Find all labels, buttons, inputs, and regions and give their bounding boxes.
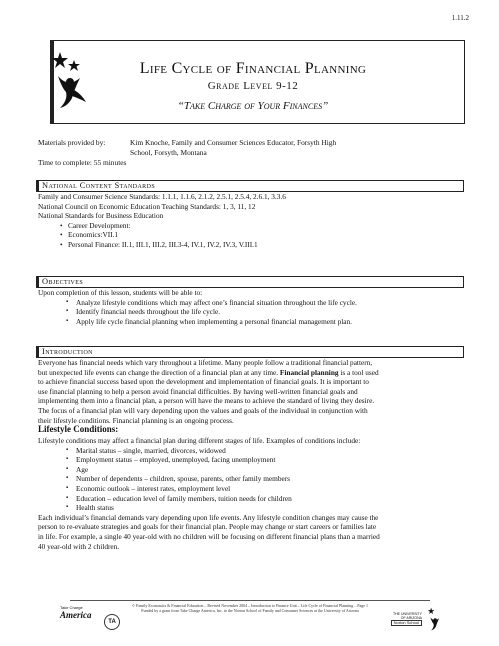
intro-line: The focus of a financial plan will vary depending upon the values and goals of the individual in conjunction with xyxy=(38,405,368,415)
intro-line: implementing them into a financial plan, a person will have the means to achieve the standard of living they desire. xyxy=(38,396,375,406)
time-to-complete: Time to complete: 55 minutes xyxy=(38,158,127,167)
intro-line: use financial planning to help a person avoid financial difficulties. By having well-written financial goals and xyxy=(38,386,358,396)
lifestyle-heading: Lifestyle Conditions: xyxy=(38,424,119,434)
standards-heading: National Content Standards xyxy=(36,180,464,192)
lifestyle-item: ▪ Marital status – single, married, divorces, widowed xyxy=(66,446,464,456)
objective-item: ▪ Apply life cycle financial planning when implementing a personal financial management plan. xyxy=(66,317,464,327)
lifestyle-item: ▪ Education – education level of family members, tuition needs for children xyxy=(66,494,464,504)
lifestyle-block xyxy=(38,436,464,551)
grade-level: Grade Level 9-12 xyxy=(207,80,299,92)
lifestyle-intro: Lifestyle conditions may affect a financial plan during different stages of life. Examples of conditions include: xyxy=(38,436,361,445)
objectives-block xyxy=(38,288,464,326)
materials-line2: School, Forsyth, Montana xyxy=(130,148,207,157)
tca-big-text: America xyxy=(60,610,92,620)
objectives-heading: Objectives xyxy=(36,276,464,288)
lifestyle-closing: 40 year-old with 2 children. xyxy=(38,541,120,551)
introduction-heading: Introduction xyxy=(36,346,464,358)
financial-planning-term: Financial planning xyxy=(279,367,339,377)
ta-logo-icon: TA xyxy=(104,614,120,630)
footer-copyright: © Family Economics & Financial Education – Revised November 2004 – Introduction to Finance Unit – Life Cycle of Financial Planning – Page 1 xyxy=(132,603,368,608)
objectives-intro: Upon completion of this lesson, students will be able to: xyxy=(38,288,203,297)
footer-divider xyxy=(70,600,430,601)
intro-line-tail: is a tool used xyxy=(338,367,379,377)
slogan: “Take Charge of Your Finances” xyxy=(177,100,329,112)
footer-funding: Funded by a grant from Take Charge America, Inc. to the Norton School of Family and Consumer Sciences at the University of Arizona xyxy=(141,608,359,613)
lifestyle-closing: person to re-evaluate strategies and goals for their financial plan. People may change or start careers or families late xyxy=(38,522,377,532)
lifestyle-item: ▪ Age xyxy=(66,465,464,475)
intro-line: Everyone has financial needs which vary throughout a lifetime. Many people follow a traditional financial pattern, xyxy=(38,358,373,367)
norton-school-box: Norton School xyxy=(391,620,422,626)
intro-line: their lifestyle conditions. Financial planning is an ongoing process. xyxy=(38,415,234,425)
lifestyle-closing: in life. For example, a single 40 year-old with no children will be focusing on different financial plans than a married xyxy=(38,531,380,541)
standards-bullet: • Career Development: xyxy=(60,221,464,231)
take-charge-america-logo xyxy=(60,606,92,620)
footer xyxy=(100,603,400,613)
materials-line1: Kim Knoche, Family and Consumer Sciences Educator, Forsyth High xyxy=(130,138,337,147)
standards-line: Family and Consumer Science Standards: 1.1.1, 1.1.6, 2.1.2, 2.5.1, 2.5.4, 2.6.1, 3.3.6 xyxy=(38,192,286,201)
standards-line: National Council on Economic Education Teaching Standards: 1, 3, 11, 12 xyxy=(38,201,256,211)
introduction-block xyxy=(38,358,464,425)
objective-item: ▪ Analyze lifestyle conditions which may affect one’s financial situation throughout the life cycle. xyxy=(66,298,464,308)
lifestyle-closing: Each individual’s financial demands vary depending upon life events. Any lifestyle condition changes may cause the xyxy=(38,512,379,522)
tca-small-text: Take Charge xyxy=(60,605,83,610)
page-number: 1.11.2 xyxy=(451,14,469,22)
standards-bullet: • Economics:VII.1 xyxy=(60,230,464,240)
intro-line: but unexpected life events can change the direction of a financial plan at any time. xyxy=(38,367,279,377)
lifestyle-item: ▪ Economic outlook – interest rates, employment level xyxy=(66,484,464,494)
objective-item: ▪ Identify financial needs throughout the life cycle. xyxy=(66,307,464,317)
lifestyle-item: ▪ Number of dependents – children, spouse, parents, other family members xyxy=(66,474,464,484)
materials-info xyxy=(38,138,336,168)
materials-label: Materials provided by: xyxy=(38,138,106,147)
lifestyle-item: ▪ Health status xyxy=(66,503,464,513)
standards-bullet: • Personal Finance: II.1, III.1, III.2, III.3-4, IV.1, IV.2, IV.3, V.III.1 xyxy=(60,240,464,250)
intro-line: to achieve financial success based upon the development and implementation of financial goals. It is important to xyxy=(38,377,369,387)
standards-line: National Standards for Business Education xyxy=(38,211,164,221)
document-title: Life Cycle of Financial Planning xyxy=(139,60,367,77)
university-logo xyxy=(388,612,422,626)
star-person-small-logo-icon xyxy=(426,606,446,632)
standards-block xyxy=(38,192,464,250)
ua-name: THE UNIVERSITY OF ARIZONA xyxy=(393,612,422,620)
lifestyle-item: ▪ Employment status – employed, unemployed, facing unemployment xyxy=(66,455,464,465)
